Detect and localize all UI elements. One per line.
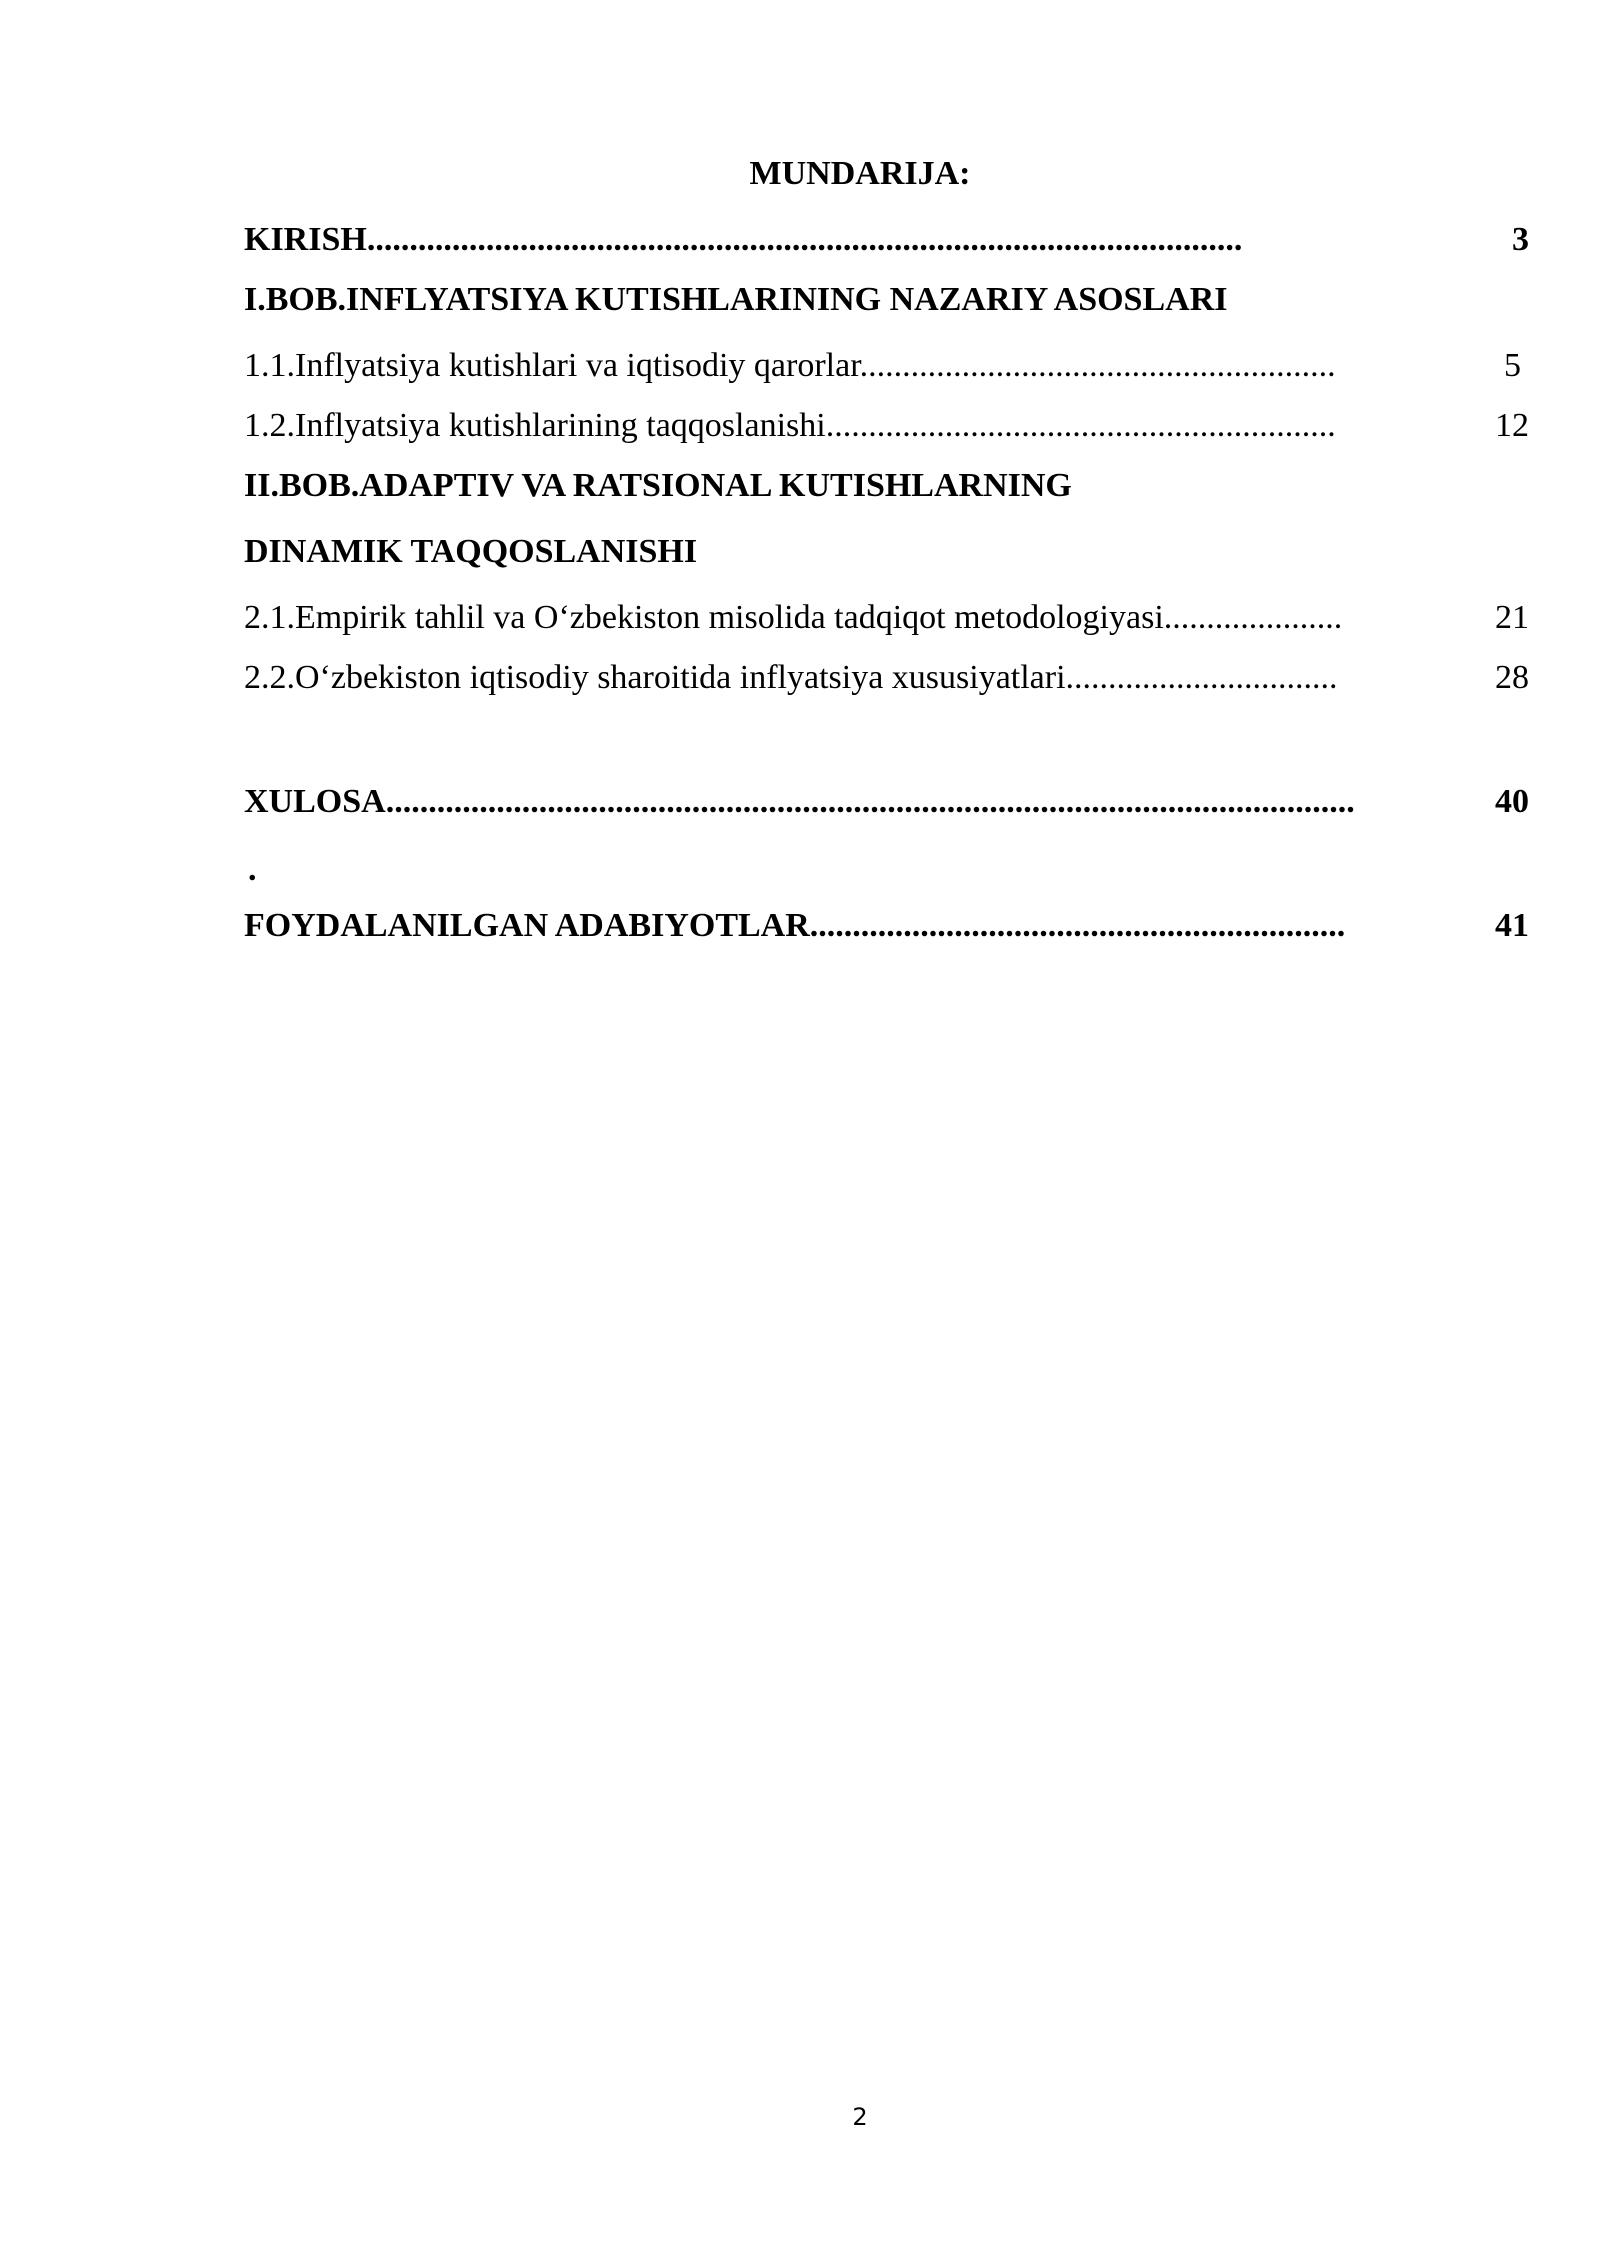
toc-entry-page: 12	[1495, 407, 1529, 444]
toc-entry-1-1[interactable]	[244, 344, 1529, 388]
toc-title: MUNDARIJA:	[749, 155, 971, 192]
toc-entry-kirish[interactable]	[244, 218, 1529, 262]
toc-entry-page: 21	[1495, 599, 1529, 636]
toc-entry-xulosa[interactable]	[244, 780, 1529, 824]
toc-entry-1-2[interactable]	[244, 404, 1529, 448]
toc-entry-text: 2.1.Empirik tahlil va O‘zbekiston misolida tadqiqot metodologiyasi.....................	[244, 599, 1343, 636]
toc-entry-2-1[interactable]	[244, 596, 1529, 640]
stray-dot: .	[248, 851, 257, 888]
toc-entry-text: FOYDALANILGAN ADABIYOTLAR...............................................................	[244, 907, 1346, 944]
toc-entry-text: 1.1.Inflyatsiya kutishlari va iqtisodiy qarorlar........................................................	[244, 347, 1336, 384]
toc-entry-page: 41	[1495, 907, 1529, 944]
toc-chapter-1-heading[interactable]: I.BOB.INFLYATSIYA KUTISHLARINING NAZARIY ASOSLARI	[244, 281, 1228, 318]
toc-entry-adabiyotlar[interactable]	[244, 904, 1529, 948]
toc-entry-text: KIRISH.......................................................................................................	[244, 221, 1243, 258]
toc-entry-text: 1.2.Inflyatsiya kutishlarining taqqoslanishi............................................................	[244, 407, 1336, 444]
toc-chapter-2-heading-line2[interactable]: DINAMIK TAQQOSLANISHI	[244, 533, 698, 570]
toc-entry-text: 2.2.O‘zbekiston iqtisodiy sharoitida inflyatsiya xususiyatlari................................	[244, 659, 1338, 696]
toc-entry-page: 3	[1512, 221, 1529, 258]
toc-entry-page: 28	[1495, 659, 1529, 696]
toc-entry-text: XULOSA..................................................................................................................	[244, 783, 1355, 820]
toc-entry-2-2[interactable]	[244, 656, 1529, 700]
toc-chapter-2-heading-line1[interactable]: II.BOB.ADAPTIV VA RATSIONAL KUTISHLARNING	[244, 467, 1072, 504]
toc-entry-page: 5	[1504, 347, 1521, 384]
toc-entry-page: 40	[1495, 783, 1529, 820]
page-number: 2	[852, 2103, 868, 2131]
